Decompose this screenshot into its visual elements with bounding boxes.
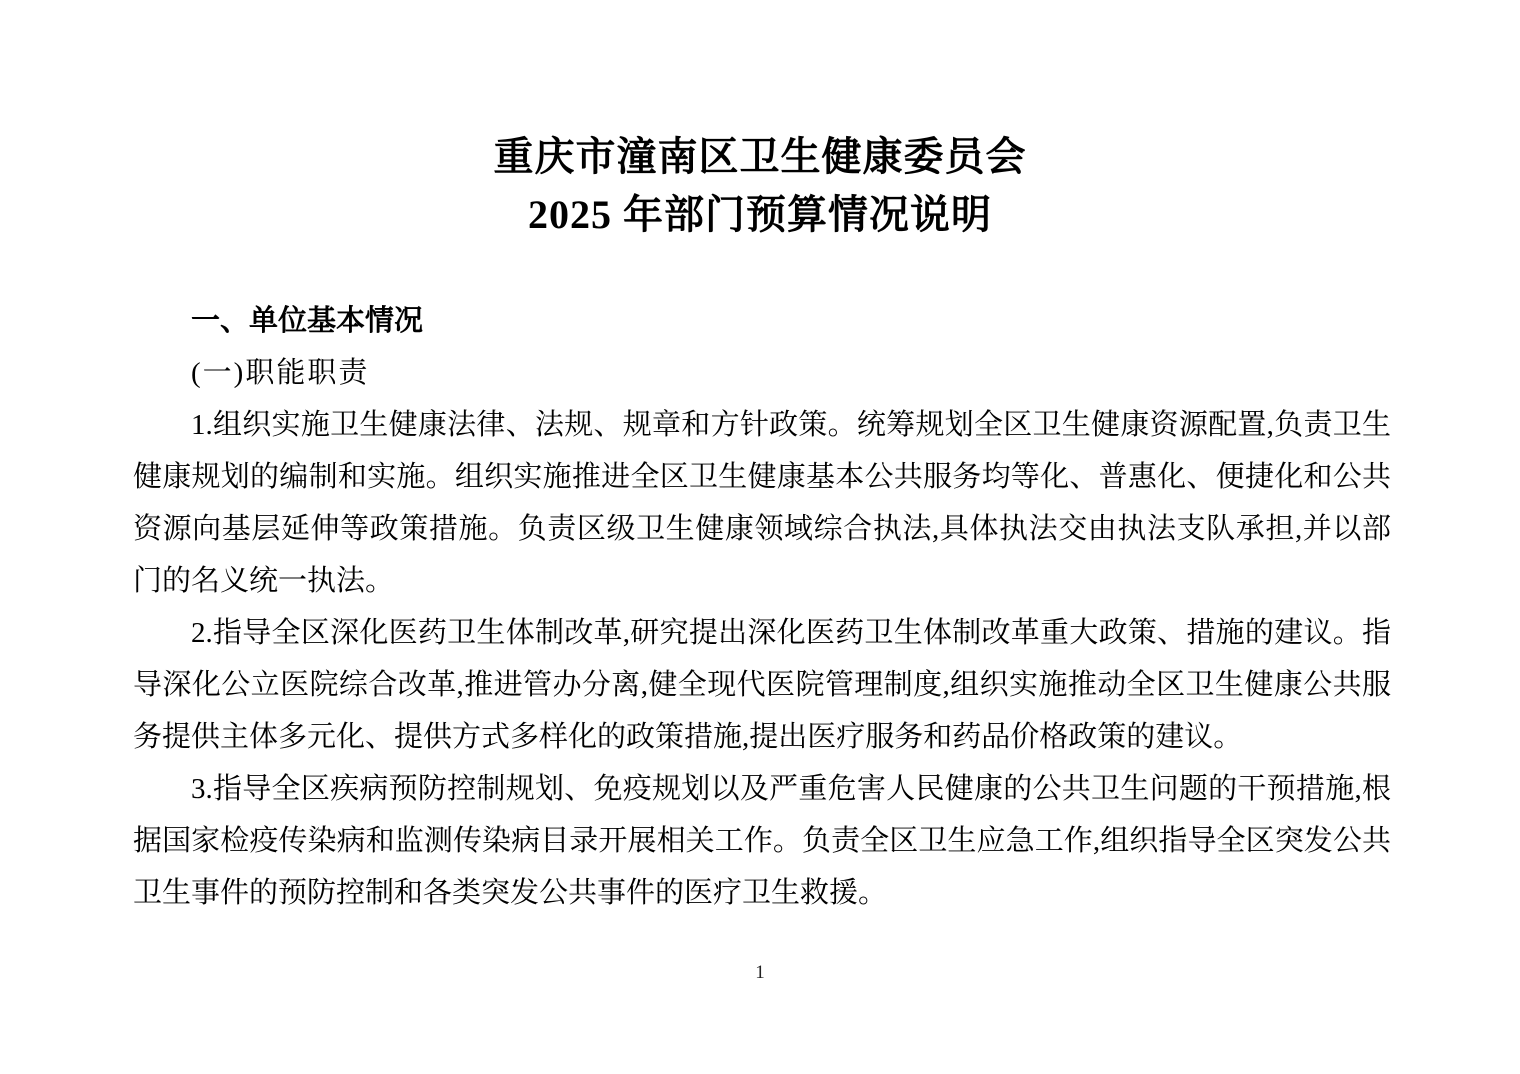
paragraph-duties-1: 1.组织实施卫生健康法律、法规、规章和方针政策。统筹规划全区卫生健康资源配置,负责卫生健康规划的编制和实施。组织实施推进全区卫生健康基本公共服务均等化、普惠化、便捷化和公共资源向基层延伸等政策措施。负责区级卫生健康领域综合执法,具体执法交由执法支队承担,并以部门的名义统一执法。 xyxy=(133,409,1391,597)
section-heading: 一、单位基本情况 xyxy=(191,305,424,337)
document-body xyxy=(133,295,1391,919)
paragraph-duties-2: 2.指导全区深化医药卫生体制改革,研究提出深化医药卫生体制改革重大政策、措施的建议。指导深化公立医院综合改革,推进管办分离,健全现代医院管理制度,组织实施推动全区卫生健康公共服务提供主体多元化、提供方式多样化的政策措施,提出医疗服务和药品价格政策的建议。 xyxy=(133,617,1391,753)
document-title-line1: 重庆市潼南区卫生健康委员会 xyxy=(493,134,1027,179)
page-number: 1 xyxy=(755,962,765,983)
paragraph-duties-3: 3.指导全区疾病预防控制规划、免疫规划以及严重危害人民健康的公共卫生问题的干预措施,根据国家检疫传染病和监测传染病目录开展相关工作。负责全区卫生应急工作,组织指导全区突发公共卫生事件的预防控制和各类突发公共事件的医疗卫生救援。 xyxy=(133,773,1391,909)
document-title xyxy=(0,128,1520,244)
subsection-heading: (一)职能职责 xyxy=(191,357,370,389)
document-title-line2: 2025 年部门预算情况说明 xyxy=(528,192,992,237)
